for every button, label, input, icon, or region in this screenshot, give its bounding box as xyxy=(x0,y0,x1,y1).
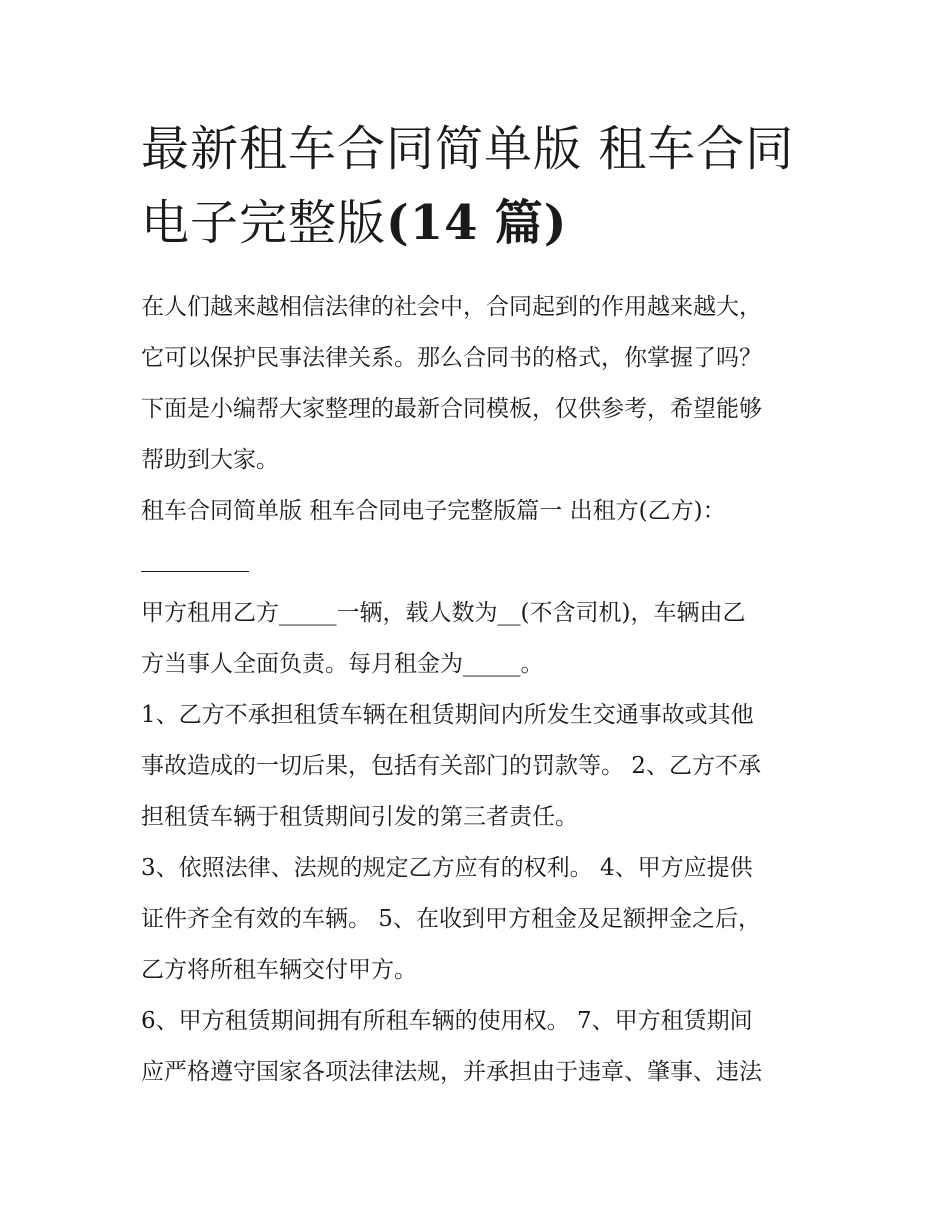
rental-terms-line-1: 甲方租用乙方_____一辆，载人数为__(不含司机)，车辆由乙 xyxy=(141,600,746,626)
rental-terms-line-2: 方当事人全面负责。每月租金为_____。 xyxy=(141,651,544,677)
title-count-unit: 篇) xyxy=(494,195,568,251)
clause-6-7-line-2: 应严格遵守国家各项法律法规，并承担由于违章、肇事、违法 xyxy=(141,1059,762,1085)
document-page xyxy=(141,112,816,1098)
clause-1-2-line-2: 事故造成的一切后果，包括有关部门的罚款等。 2、乙方不承 xyxy=(141,753,761,779)
intro-paragraph xyxy=(141,282,816,486)
section-heading: 租车合同简单版 租车合同电子完整版篇一 出租方(乙方)： xyxy=(141,498,726,524)
clause-3-5-line-3: 乙方将所租车辆交付甲方。 xyxy=(141,957,417,983)
intro-line-3: 下面是小编帮大家整理的最新合同模板，仅供参考，希望能够 xyxy=(141,396,762,422)
section-heading-paragraph xyxy=(141,486,816,588)
intro-line-4: 帮助到大家。 xyxy=(141,447,279,473)
clause-1-2-line-3: 担租赁车辆于租赁期间引发的第三者责任。 xyxy=(141,804,578,830)
title-line-2-text: 电子完整版 xyxy=(141,195,387,251)
clause-1-2-paragraph xyxy=(141,690,816,843)
intro-line-2: 它可以保护民事法律关系。那么合同书的格式，你掌握了吗？ xyxy=(141,345,762,371)
document-title xyxy=(141,112,816,260)
clause-6-7-line-1: 6、甲方租赁期间拥有所租车辆的使用权。 7、甲方租赁期间 xyxy=(141,1008,753,1034)
clause-3-5-line-1: 3、依照法律、法规的规定乙方应有的权利。 4、甲方应提供 xyxy=(141,855,753,881)
clause-1-2-line-1: 1、乙方不承担租赁车辆在租赁期间内所发生交通事故或其他 xyxy=(141,702,754,728)
clause-3-5-paragraph xyxy=(141,843,816,996)
title-count-number: (14 xyxy=(386,195,479,251)
title-line-2 xyxy=(141,186,816,260)
blank-underline xyxy=(141,571,249,572)
fill-in-blank-line xyxy=(141,537,816,588)
rental-terms-paragraph xyxy=(141,588,816,690)
clause-6-7-paragraph xyxy=(141,996,816,1098)
clause-3-5-line-2: 证件齐全有效的车辆。 5、在收到甲方租金及足额押金之后， xyxy=(141,906,761,932)
document-body xyxy=(141,282,816,1098)
title-line-1: 最新租车合同简单版 租车合同 xyxy=(141,121,795,177)
intro-line-1: 在人们越来越相信法律的社会中，合同起到的作用越来越大， xyxy=(141,294,762,320)
